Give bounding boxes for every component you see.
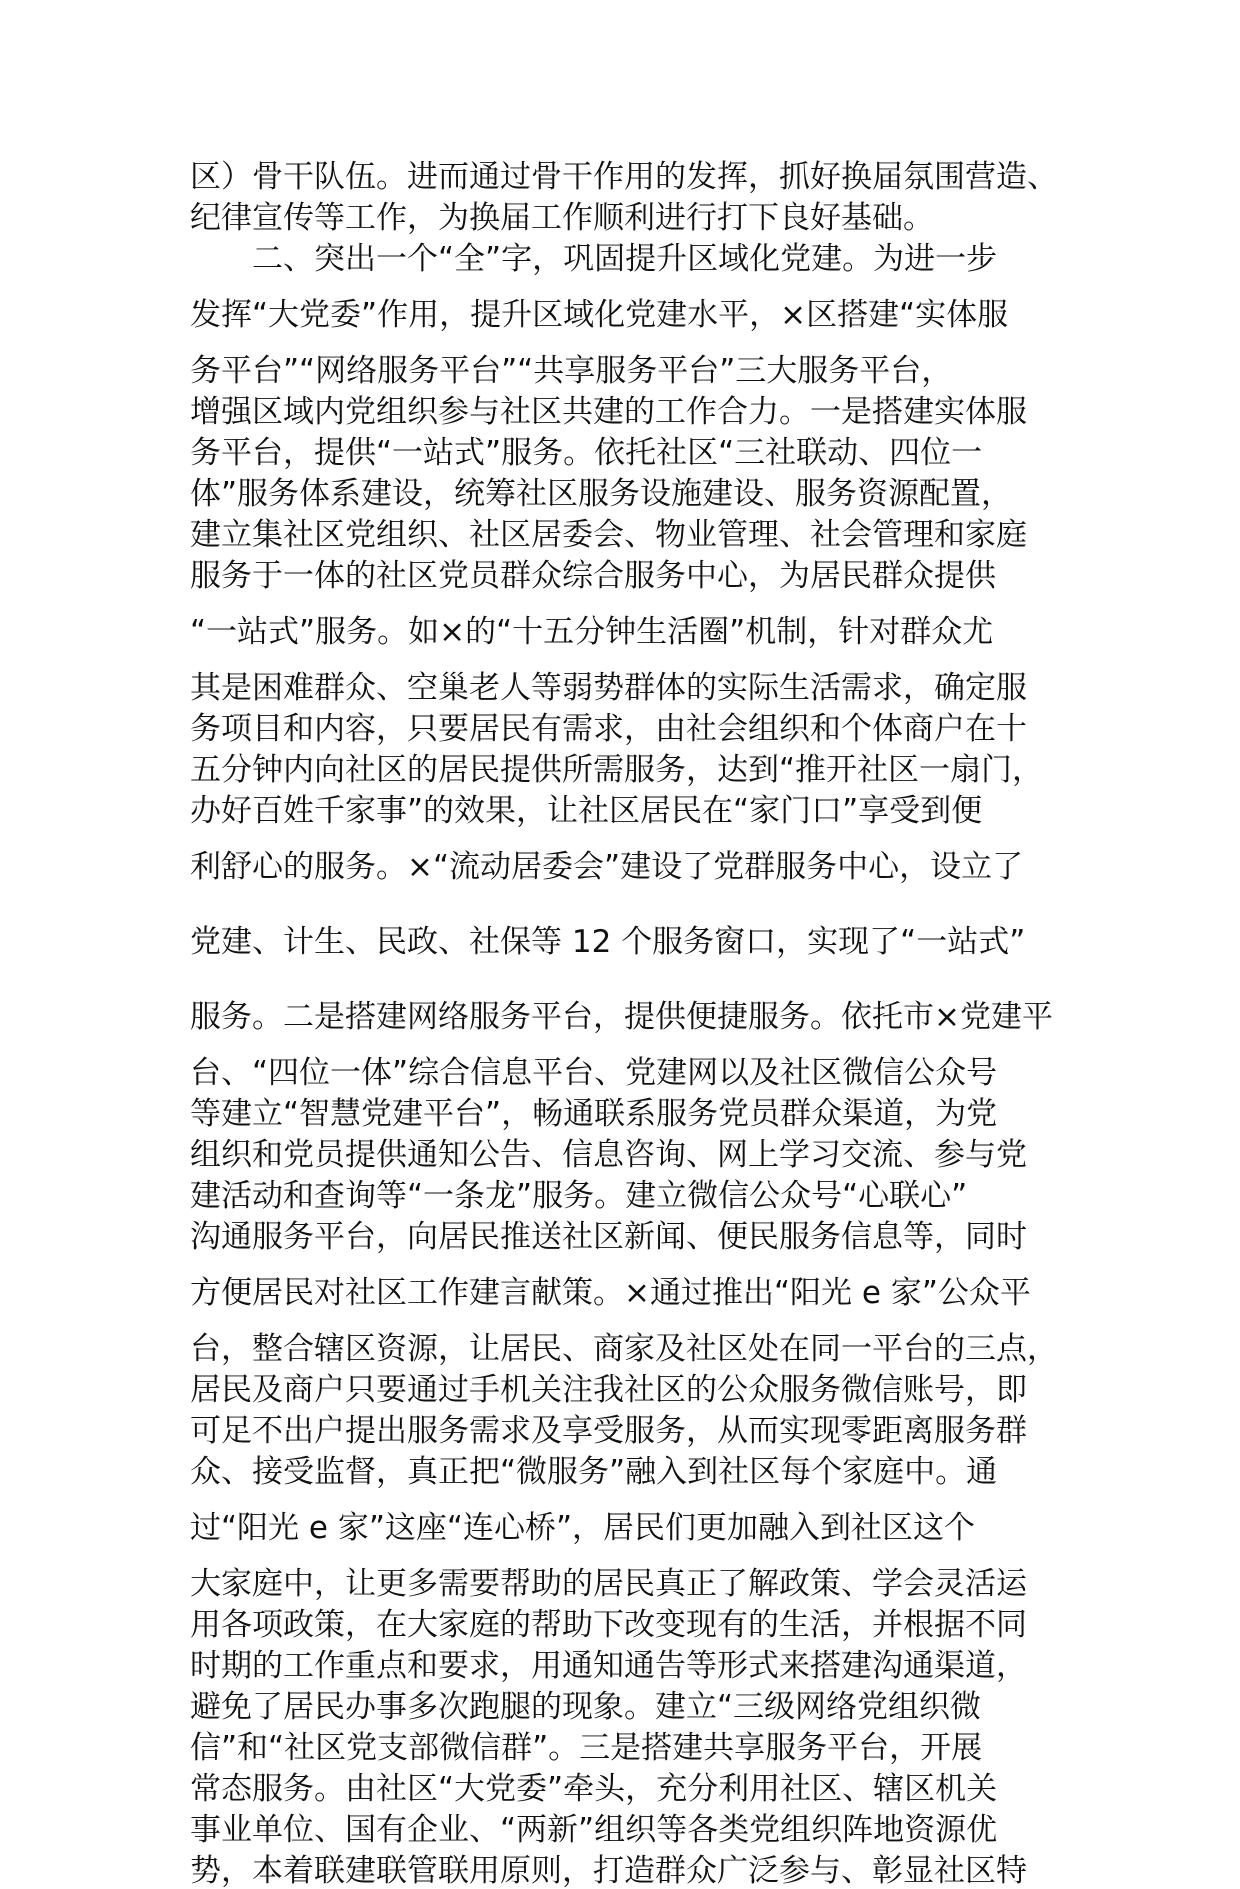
paragraph-heading: 二、突出一个“全”字，巩固提升区域化党建。为进一步 [190, 241, 998, 277]
text-line: 务平台”“网络服务平台”“共享服务平台”三大服务平台， [190, 353, 953, 389]
text-line: 党建、计生、民政、社保等 12 个服务窗口，实现了“一站式” [190, 924, 1026, 960]
text-line: 台，整合辖区资源，让居民、商家及社区处在同一平台的三点， [190, 1331, 1058, 1367]
document-body [190, 160, 1090, 1888]
text-line: 体”服务体系建设，统筹社区服务设施建设、服务资源配置， [190, 476, 1013, 512]
text-line: 办好百姓千家事”的效果，让社区居民在“家门口”享受到便 [190, 793, 983, 829]
text-line: 用各项政策，在大家庭的帮助下改变现有的生活，并根据不同 [190, 1607, 1027, 1643]
text-line: 沟通服务平台，向居民推送社区新闻、便民服务信息等，同时 [190, 1219, 1027, 1255]
text-line: 信”和“社区党支部微信群”。三是搭建共享服务平台，开展 [190, 1730, 983, 1766]
text-line: 方便居民对社区工作建言献策。×通过推出“阳光 e 家”公众平 [190, 1275, 1031, 1311]
text-line: 台、“四位一体”综合信息平台、党建网以及社区微信公众号 [190, 1055, 998, 1091]
text-line: 可足不出户提出服务需求及享受服务，从而实现零距离服务群 [190, 1413, 1027, 1449]
text-line: 利舒心的服务。×“流动居委会”建设了党群服务中心，设立了 [190, 849, 1024, 885]
text-line: 服务于一体的社区党员群众综合服务中心，为居民群众提供 [190, 558, 996, 594]
text-line: 居民及商户只要通过手机关注我社区的公众服务微信账号，即 [190, 1372, 1027, 1408]
text-line: 势，本着联建联管联用原则，打造群众广泛参与、彰显社区特 [190, 1853, 1027, 1889]
text-line: 服务。二是搭建网络服务平台，提供便捷服务。依托市×党建平 [190, 999, 1053, 1035]
text-line: 大家庭中，让更多需要帮助的居民真正了解政策、学会灵活运 [190, 1566, 1027, 1602]
text-line: 增强区域内党组织参与社区共建的工作合力。一是搭建实体服 [190, 394, 1027, 430]
text-line: 务项目和内容，只要居民有需求，由社会组织和个体商户在十 [190, 711, 1027, 747]
text-line: 过“阳光 e 家”这座“连心桥”，居民们更加融入到社区这个 [190, 1510, 976, 1546]
text-line: 发挥“大党委”作用，提升区域化党建水平，×区搭建“实体服 [190, 297, 1009, 333]
text-line: 纪律宣传等工作，为换届工作顺利进行打下良好基础。 [190, 200, 934, 236]
text-line: 其是困难群众、空巢老人等弱势群体的实际生活需求，确定服 [190, 670, 1027, 706]
text-line: 建立集社区党组织、社区居委会、物业管理、社会管理和家庭 [190, 517, 1027, 553]
text-line: 区）骨干队伍。进而通过骨干作用的发挥，抓好换届氛围营造、 [190, 159, 1058, 195]
text-line: 事业单位、国有企业、“两新”组织等各类党组织阵地资源优 [190, 1812, 998, 1848]
text-line: 常态服务。由社区“大党委”牵头，充分利用社区、辖区机关 [190, 1771, 998, 1807]
text-line: 组织和党员提供通知公告、信息咨询、网上学习交流、参与党 [190, 1137, 1027, 1173]
text-line: 时期的工作重点和要求，用通知通告等形式来搭建沟通渠道， [190, 1648, 1027, 1684]
text-line: “一站式”服务。如×的“十五分钟生活圈”机制，针对群众尤 [190, 614, 994, 650]
text-line: 众、接受监督，真正把“微服务”融入到社区每个家庭中。通 [190, 1454, 998, 1490]
text-line: 等建立“智慧党建平台”，畅通联系服务党员群众渠道，为党 [190, 1096, 998, 1132]
text-line: 避免了居民办事多次跑腿的现象。建立“三级网络党组织微 [190, 1689, 982, 1725]
text-line: 务平台，提供“一站式”服务。依托社区“三社联动、四位一 [190, 435, 983, 471]
text-line: 建活动和查询等“一条龙”服务。建立微信公众号“心联心” [190, 1178, 968, 1214]
text-line: 五分钟内向社区的居民提供所需服务，达到“推开社区一扇门， [190, 752, 1044, 788]
